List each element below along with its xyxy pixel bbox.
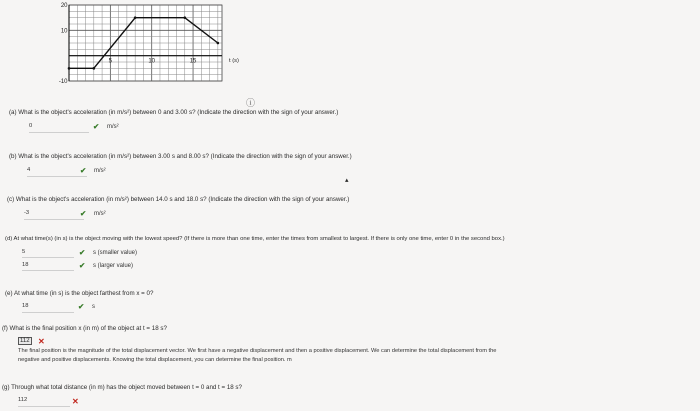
question-c: (c) What is the object's acceleration (in m/s²) between 14.0 s and 18.0 s? (Indicate the direction with the sign of your answer.) — [7, 196, 350, 203]
unit-b: m/s² — [94, 168, 106, 174]
y-tick-label: 20 — [60, 3, 68, 10]
answer-e-value: 18 — [22, 303, 29, 309]
check-icon: ✔ — [80, 209, 87, 218]
answer-d1-value: 5 — [22, 249, 26, 255]
graph-grid — [69, 5, 222, 81]
answer-a-value: 0 — [29, 123, 33, 129]
feedback-f-line1: The final position is the magnitude of the total displacement vector. We first have a negative displacement and then a positive displacement. We can determine the total displacement from the — [18, 348, 497, 354]
t-axis-label: t (s) — [229, 58, 239, 64]
info-icon[interactable]: ⓘ — [246, 98, 256, 108]
question-g: (g) Through what total distance (in m) has the object moved between t = 0 and t = 18 s? — [2, 384, 242, 391]
answer-b-value: 4 — [27, 167, 31, 173]
unit-c: m/s² — [94, 211, 106, 217]
unit-e: s — [92, 304, 95, 310]
answer-field-d1[interactable] — [22, 248, 74, 258]
cross-icon: ✕ — [38, 337, 45, 346]
answer-field-f[interactable] — [18, 337, 32, 344]
question-a: (a) What is the object's acceleration (in m/s²) between 0 and 3.00 s? (Indicate the direction with the sign of your answer.) — [9, 109, 339, 116]
x-tick-label: 10 — [148, 58, 156, 65]
answer-field-b[interactable] — [27, 166, 87, 177]
data-point — [217, 42, 220, 45]
x-tick-label: 5 — [108, 58, 113, 65]
y-tick-label: 10 — [60, 28, 68, 35]
answer-field-g[interactable] — [18, 396, 70, 407]
cross-icon: ✕ — [72, 397, 79, 406]
data-point — [93, 67, 96, 70]
answer-g-value: 112 — [18, 397, 28, 403]
unit-d1: s (smaller value) — [93, 250, 138, 256]
check-icon: ✔ — [93, 122, 100, 131]
question-e: (e) At what time (in s) is the object farthest from x = 0? — [5, 290, 154, 297]
question-f: (f) What is the final position x (in m) of the object at t = 18 s? — [2, 325, 167, 332]
x-tick-label: 15 — [189, 58, 197, 65]
answer-f-value: 112 — [20, 338, 30, 344]
mouse-cursor-icon: ▴ — [345, 177, 349, 184]
question-b: (b) What is the object's acceleration (in m/s²) between 3.00 s and 8.00 s? (Indicate the direction with the sign of your answer.) — [9, 153, 352, 160]
answer-field-c[interactable] — [24, 209, 87, 220]
feedback-f-line2: negative and positive displacements. Knowing the total displacement, you can determine the final position. m — [18, 357, 292, 363]
data-point — [183, 16, 186, 19]
velocity-time-graph — [55, 0, 255, 85]
question-d: (d) At what time(s) (in s) is the object moving with the lowest speed? (If there is more than one time, enter the times from smallest to largest. If there is only one time, enter 0 in the second box.) — [5, 236, 505, 242]
check-icon: ✔ — [79, 248, 86, 257]
answer-d2-value: 18 — [22, 262, 29, 268]
y-tick-label: -10 — [58, 79, 68, 85]
data-point — [68, 67, 71, 70]
data-point — [134, 16, 137, 19]
unit-a: m/s² — [107, 124, 119, 130]
check-icon: ✔ — [80, 166, 87, 175]
check-icon: ✔ — [78, 302, 85, 311]
answer-field-d2[interactable] — [22, 261, 74, 271]
answer-field-e[interactable] — [22, 302, 74, 313]
answer-c-value: -3 — [24, 210, 30, 216]
unit-d2: s (larger value) — [93, 263, 134, 269]
answer-field-a[interactable] — [29, 122, 89, 133]
check-icon: ✔ — [79, 261, 86, 270]
